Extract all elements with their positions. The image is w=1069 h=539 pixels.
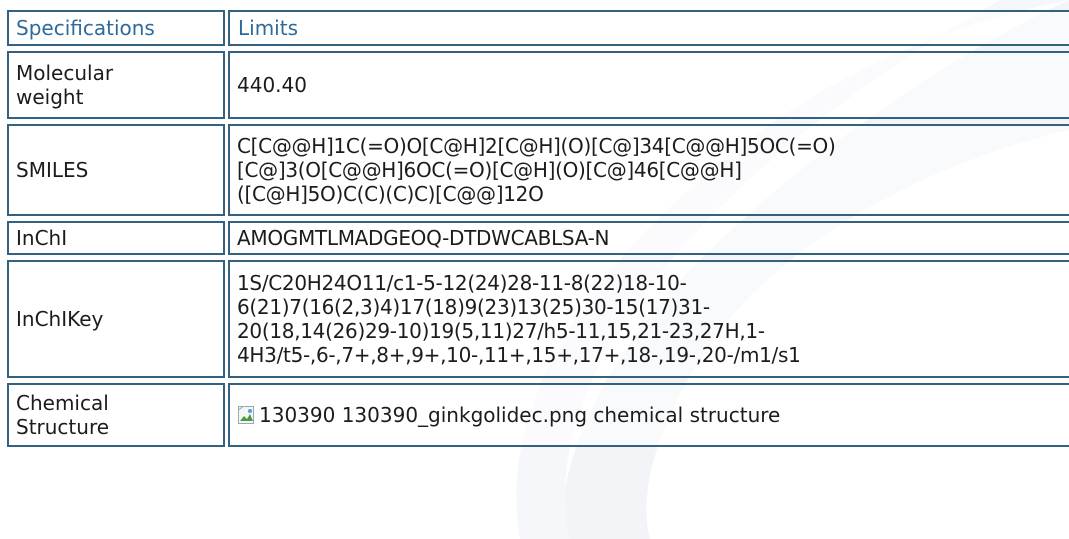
value-line: C[C@@H]1C(=O)O[C@H]2[C@H](O)[C@]34[C@@H]5OC(=O) (237, 134, 836, 158)
label-line: Chemical (16, 391, 109, 415)
row-label-inchikey: InChIKey (7, 260, 225, 378)
label-line: Structure (16, 415, 110, 439)
row-label-inchi: InChI (7, 221, 225, 255)
value-line: 1S/C20H24O11/c1-5-12(24)28-11-8(22)18-10- (237, 271, 687, 295)
row-label-chemical-structure (7, 383, 225, 447)
value-line: [C@]3(O[C@@H]6OC(=O)[C@H](O)[C@]46[C@@H] (237, 158, 742, 182)
value-line: 6(21)7(16(2,3)4)17(18)9(23)13(25)30-15(17)31- (237, 295, 710, 319)
row-value-smiles (228, 124, 1069, 216)
row-value-chemical-structure (228, 383, 1069, 447)
row-value-inchi: AMOGMTLMADGEOQ-DTDWCABLSA-N (228, 221, 1069, 255)
row-label-molecular-weight (7, 51, 225, 119)
header-limits: Limits (228, 10, 1069, 46)
row-value-inchikey (228, 260, 1069, 378)
value-line: 20(18,14(26)29-10)19(5,11)27/h5-11,15,21-23,27H,1- (237, 319, 765, 343)
specifications-table (4, 5, 1069, 452)
table-row-molecular-weight (7, 51, 1069, 119)
value-line: ([C@H]5O)C(C)(C)C)[C@@]12O (237, 182, 544, 206)
broken-image-icon (237, 405, 257, 425)
table-header-row (7, 10, 1069, 46)
row-label-smiles: SMILES (7, 124, 225, 216)
row-value-molecular-weight: 440.40 (228, 51, 1069, 119)
value-line: 4H3/t5-,6-,7+,8+,9+,10-,11+,15+,17+,18-,19-,20-/m1/s1 (237, 343, 801, 367)
chemical-structure-image-alt-text: 130390 130390_ginkgolidec.png chemical structure (259, 403, 781, 427)
table-row-inchikey (7, 260, 1069, 378)
label-line: Molecular (16, 61, 114, 85)
table-row-inchi (7, 221, 1069, 255)
table-row-chemical-structure (7, 383, 1069, 447)
header-specifications: Specifications (7, 10, 225, 46)
label-line: weight (16, 85, 84, 109)
table-row-smiles (7, 124, 1069, 216)
